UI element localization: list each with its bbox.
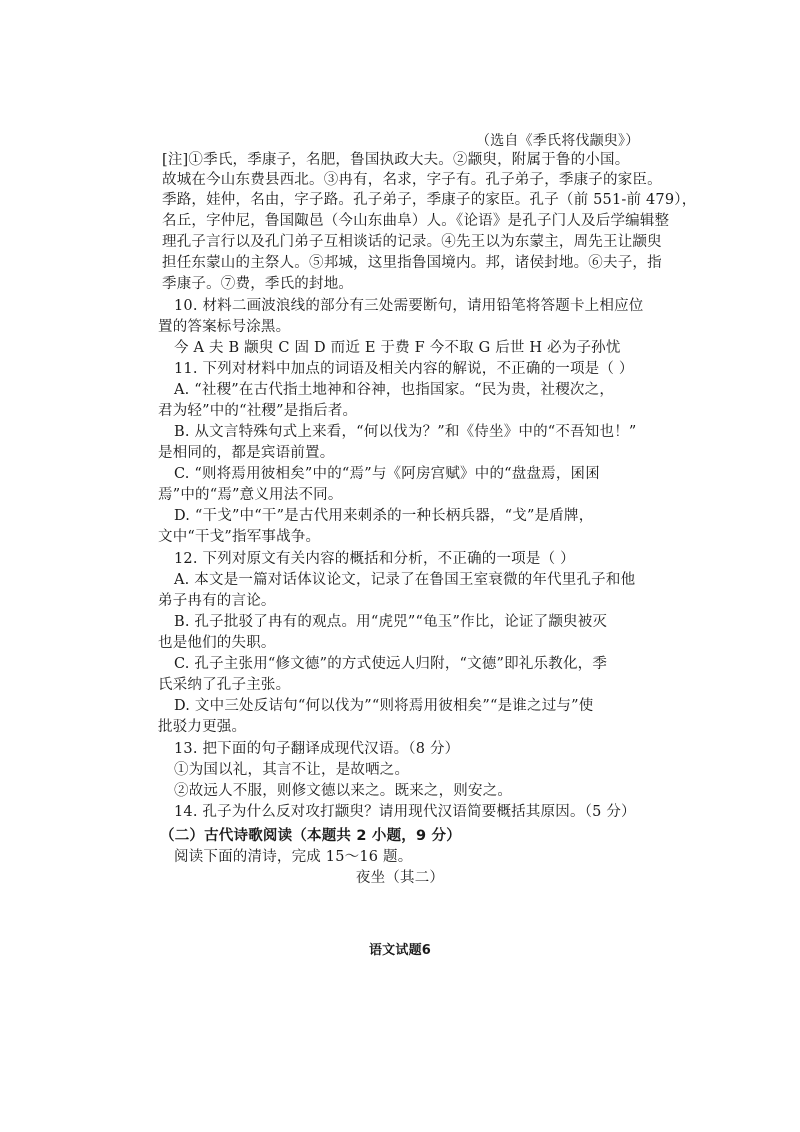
option-b: B. 孔子批驳了冉有的观点。用“虎兕”“龟玉”作比，论证了颛臾被灭 — [174, 614, 608, 630]
option-d: D. 文中三处反诘句“何以伐为”“则将焉用彼相矣”“是谁之过与”使 — [174, 698, 594, 714]
section-heading: （二）古代诗歌阅读（本题共 2 小题，9 分） — [160, 828, 461, 844]
note-line: 理孔子言行以及孔门弟子互相谈话的记录。④先王以为东蒙主，周先王让颛臾 — [162, 234, 662, 250]
poem-title: 夜坐（其二） — [355, 870, 445, 886]
note-line: 名丘，字仲尼，鲁国陬邑（今山东曲阜）人。《论语》是孔子门人及后学编辑整 — [162, 213, 670, 229]
note-line: 故城在今山东费县西北。③冉有，名求，字子有。孔子弟子，季康子的家臣。 — [162, 172, 662, 188]
note-line: 季康子。⑦费，季氏的封地。 — [162, 276, 354, 292]
section-intro: 阅读下面的清诗，完成 15～16 题。 — [174, 849, 413, 865]
note-line: [注]①季氏，季康子，名肥，鲁国执政大夫。②颛臾，附属于鲁的小国。 — [162, 152, 630, 168]
option-c-cont: 氏采纳了孔子主张。 — [158, 677, 291, 693]
option-a-cont: 君为轻”中的“社稷”是指后者。 — [158, 403, 358, 419]
question-stem: 12. 下列对原文有关内容的概括和分析，不正确的一项是（ ） — [174, 551, 575, 567]
option-c-cont: 焉”中的“焉”意义用法不同。 — [158, 487, 343, 503]
question-stem: 10. 材料二画波浪线的部分有三处需要断句，请用铅笔将答题卡上相应位 — [174, 298, 644, 314]
option-d-cont: 文中“干戈”指军事战争。 — [158, 529, 321, 545]
question-stem: 11. 下列对材料中加点的词语及相关内容的解说，不正确的一项是（ ） — [174, 361, 634, 377]
option-b-cont: 也是他们的失职。 — [158, 635, 276, 651]
option-b: B. 从文言特殊句式上来看，“何以伐为？”和《侍坐》中的“不吾知也！” — [174, 424, 637, 440]
translation-sentence-1: ①为国以礼，其言不让，是故哂之。 — [174, 762, 410, 778]
sentence-break-line: 今 A 夫 B 颛臾 C 固 D 而近 E 于费 F 今不取 G 后世 H 必为子孙忧 — [174, 340, 621, 356]
option-c: C. “则将焉用彼相矣”中的“焉”与《阿房宫赋》中的“盘盘焉，囷囷 — [174, 466, 600, 482]
option-d-cont: 批驳力更强。 — [158, 719, 247, 735]
page-footer: 语文试题6 — [368, 943, 432, 958]
option-d: D. “干戈”中“干”是古代用来刺杀的一种长柄兵器，“戈”是盾牌， — [174, 508, 594, 524]
option-a: A. “社稷”在古代指土地神和谷神，也指国家。“民为贵，社稷次之， — [174, 382, 615, 398]
note-line: 担任东蒙山的主祭人。⑤邦城，这里指鲁国境内。邦，诸侯封地。⑥夫子，指 — [162, 255, 662, 271]
note-line: 季路，娃仲，名由，字子路。孔子弟子，季康子的家臣。孔子（前 551-前 479）， — [162, 192, 697, 208]
source-citation: （选自《季氏将伐颛臾》） — [476, 133, 640, 149]
option-a: A. 本文是一篇对话体议论文，记录了在鲁国王室衰微的年代里孔子和他 — [174, 572, 636, 588]
option-b-cont: 是相同的，都是宾语前置。 — [158, 445, 335, 461]
option-c: C. 孔子主张用“修文德”的方式使远人归附，“文德”即礼乐教化，季 — [174, 656, 608, 672]
translation-sentence-2: ②故远人不服，则修文德以来之。既来之，则安之。 — [174, 783, 513, 799]
question-stem: 置的答案标号涂黑。 — [158, 319, 291, 335]
question-14: 14. 孔子为什么反对攻打颛臾？请用现代汉语简要概括其原因。（5 分） — [174, 804, 636, 820]
question-stem: 13. 把下面的句子翻译成现代汉语。（8 分） — [174, 741, 460, 757]
option-a-cont: 弟子冉有的言论。 — [158, 593, 276, 609]
